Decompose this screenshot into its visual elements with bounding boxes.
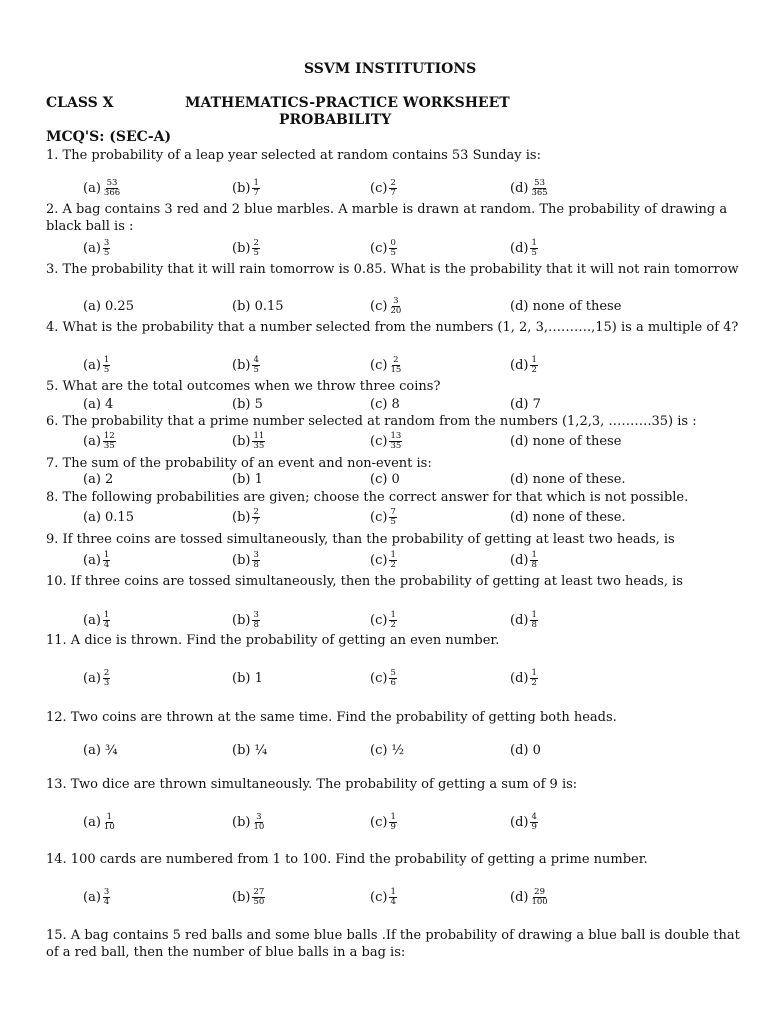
fraction-denominator: 15	[390, 364, 402, 375]
fraction-denominator: 5	[390, 516, 396, 527]
option-b	[232, 813, 265, 831]
fraction-numerator: 1	[531, 549, 537, 560]
option-a	[83, 813, 116, 831]
option-label: (c) ½	[370, 742, 405, 758]
fraction-numerator: 1	[106, 811, 113, 822]
fraction-numerator: 0	[390, 237, 396, 248]
option-label: (a) 4	[83, 396, 114, 412]
question-text: 7. The sum of the probability of an event and non-event is:	[46, 456, 432, 471]
option-a	[83, 741, 118, 759]
fraction	[103, 813, 116, 832]
fraction-denominator: 5	[253, 364, 259, 375]
fraction-numerator: 1	[103, 609, 110, 620]
option-c	[370, 813, 397, 831]
fraction	[530, 551, 537, 570]
option-label: (c)	[370, 889, 388, 905]
option-label: (b) ¼	[232, 742, 268, 758]
option-label: (a)	[83, 357, 101, 373]
option-c	[370, 356, 402, 374]
option-label: (d)	[510, 612, 529, 628]
option-a	[83, 470, 113, 488]
fraction	[389, 179, 396, 198]
fraction-numerator: 1	[390, 549, 396, 560]
fraction-numerator: 27	[253, 886, 265, 897]
fraction-denominator: 35	[390, 440, 402, 451]
fraction-denominator: 100	[531, 896, 548, 907]
fraction	[389, 508, 396, 527]
option-a	[83, 239, 110, 257]
option-label: (d) none of these.	[510, 471, 626, 487]
option-label: (c)	[370, 670, 388, 686]
option-b	[232, 888, 265, 906]
fraction-numerator: 1	[531, 609, 537, 620]
fraction-denominator: 2	[531, 364, 537, 375]
fraction-denominator: 366	[103, 187, 121, 198]
fraction-numerator: 3	[256, 811, 262, 822]
fraction-denominator: 5	[390, 247, 396, 258]
fraction	[103, 356, 110, 375]
fraction	[252, 356, 259, 375]
fraction	[389, 669, 396, 688]
option-label: (b) 5	[232, 396, 263, 412]
fraction-denominator: 35	[253, 440, 265, 451]
fraction-numerator: 3	[393, 295, 399, 306]
option-label: (d) none of these	[510, 433, 622, 449]
fraction	[252, 239, 259, 258]
fraction-numerator: 1	[390, 609, 396, 620]
option-c	[370, 611, 397, 629]
fraction-denominator: 7	[253, 516, 259, 527]
fraction	[252, 432, 265, 451]
option-label: (b)	[232, 509, 251, 525]
fraction-denominator: 8	[531, 559, 537, 570]
fraction	[252, 611, 259, 630]
fraction	[389, 551, 396, 570]
fraction-numerator: 4	[531, 811, 537, 822]
option-label: (d)	[510, 814, 529, 830]
fraction-numerator: 1	[103, 354, 110, 365]
fraction-denominator: 3	[103, 677, 110, 688]
fraction-denominator: 2	[390, 619, 396, 630]
option-label: (d)	[510, 357, 529, 373]
option-label: (d)	[510, 670, 529, 686]
option-d	[510, 470, 626, 488]
option-a	[83, 669, 110, 687]
fraction	[530, 179, 548, 198]
option-label: (d)	[510, 552, 529, 568]
fraction-numerator: 3	[253, 609, 259, 620]
option-label: (a)	[83, 433, 101, 449]
option-a	[83, 432, 116, 450]
option-label: (c)	[370, 357, 388, 373]
fraction-denominator: 365	[531, 187, 548, 198]
fraction-denominator: 10	[253, 821, 265, 832]
fraction-denominator: 8	[531, 619, 537, 630]
option-label: (d)	[510, 889, 529, 905]
fraction-denominator: 4	[390, 896, 396, 907]
option-label: (b) 0.15	[232, 298, 284, 314]
option-label: (a)	[83, 612, 101, 628]
option-b	[232, 551, 260, 569]
fraction	[389, 356, 402, 375]
option-label: (a)	[83, 240, 101, 256]
fraction-denominator: 35	[103, 440, 115, 451]
option-a	[83, 179, 121, 197]
fraction	[103, 669, 110, 688]
option-b	[232, 239, 260, 257]
option-d	[510, 508, 626, 526]
option-b	[232, 356, 260, 374]
option-c	[370, 432, 402, 450]
option-a	[83, 611, 110, 629]
option-c	[370, 179, 397, 197]
fraction-denominator: 9	[390, 821, 396, 832]
option-b	[232, 741, 267, 759]
option-label: (c)	[370, 612, 388, 628]
option-a	[83, 888, 110, 906]
option-d	[510, 741, 541, 759]
option-d	[510, 551, 538, 569]
option-label: (a)	[83, 889, 101, 905]
option-label: (b) 1	[232, 471, 263, 487]
option-label: (b)	[232, 180, 251, 196]
option-label: (b)	[232, 612, 251, 628]
option-b	[232, 611, 260, 629]
fraction-numerator: 1	[531, 354, 537, 365]
option-d	[510, 297, 621, 315]
fraction-denominator: 5	[103, 364, 110, 375]
fraction	[252, 888, 265, 907]
fraction-denominator: 5	[253, 247, 259, 258]
question-text: 11. A dice is thrown. Find the probability of getting an even number.	[46, 633, 500, 648]
option-c	[370, 508, 397, 526]
option-label: (d)	[510, 240, 529, 256]
option-d	[510, 432, 621, 450]
fraction	[389, 611, 396, 630]
question-text: 4. What is the probability that a number selected from the numbers (1, 2, 3,……….,15) is a multiple of 4?	[46, 320, 739, 335]
option-label: (b)	[232, 433, 251, 449]
fraction-numerator: 1	[531, 667, 537, 678]
option-c	[370, 741, 404, 759]
fraction-denominator: 7	[390, 187, 396, 198]
option-label: (a)	[83, 814, 101, 830]
question-text: 1. The probability of a leap year selected at random contains 53 Sunday is:	[46, 148, 541, 163]
fraction-numerator: 2	[103, 667, 110, 678]
option-b	[232, 297, 284, 315]
option-c	[370, 395, 400, 413]
option-label: (c)	[370, 433, 388, 449]
option-a	[83, 395, 113, 413]
fraction	[530, 611, 537, 630]
question-text: 5. What are the total outcomes when we throw three coins?	[46, 379, 441, 394]
option-b	[232, 508, 260, 526]
fraction-numerator: 1	[531, 237, 537, 248]
topic-title: PROBABILITY	[279, 112, 392, 128]
option-a	[83, 356, 110, 374]
fraction-denominator: 20	[390, 305, 402, 316]
institution-title: SSVM INSTITUTIONS	[304, 61, 477, 77]
option-c	[370, 888, 397, 906]
fraction	[389, 813, 396, 832]
option-d	[510, 813, 538, 831]
fraction-denominator: 8	[253, 559, 259, 570]
fraction-numerator: 29	[534, 886, 545, 897]
question-text: 8. The following probabilities are given; choose the correct answer for that which is not possible.	[46, 490, 689, 505]
fraction-numerator: 4	[253, 354, 259, 365]
option-label: (a) 0.15	[83, 509, 134, 525]
option-c	[370, 470, 400, 488]
class-label: CLASS X	[46, 95, 114, 111]
option-d	[510, 356, 538, 374]
question-text: 13. Two dice are thrown simultaneously. The probability of getting a sum of 9 is:	[46, 777, 578, 792]
option-label: (c) 8	[370, 396, 400, 412]
fraction-numerator: 3	[103, 237, 110, 248]
fraction-denominator: 5	[103, 247, 110, 258]
option-c	[370, 297, 402, 315]
fraction-denominator: 9	[531, 821, 537, 832]
fraction	[252, 508, 259, 527]
fraction-numerator: 3	[253, 549, 259, 560]
fraction	[103, 432, 116, 451]
option-label: (a)	[83, 552, 101, 568]
fraction-numerator: 53	[106, 177, 118, 188]
fraction-numerator: 1	[390, 811, 396, 822]
fraction	[530, 239, 537, 258]
option-label: (c)	[370, 298, 388, 314]
option-label: (a) ¾	[83, 742, 118, 758]
option-label: (c)	[370, 814, 388, 830]
fraction	[530, 813, 537, 832]
fraction-numerator: 53	[534, 177, 545, 188]
fraction	[530, 669, 537, 688]
option-d	[510, 239, 538, 257]
option-label: (b)	[232, 889, 251, 905]
section-title: MCQ'S: (SEC-A)	[46, 129, 172, 145]
fraction-denominator: 10	[103, 821, 115, 832]
option-c	[370, 551, 397, 569]
fraction-numerator: 3	[103, 886, 110, 897]
option-label: (d) none of these	[510, 298, 622, 314]
option-label: (a) 0.25	[83, 298, 134, 314]
option-c	[370, 239, 397, 257]
fraction-numerator: 1	[103, 549, 110, 560]
fraction	[252, 179, 259, 198]
fraction-numerator: 13	[390, 430, 402, 441]
fraction-numerator: 2	[253, 237, 259, 248]
fraction-denominator: 7	[253, 187, 259, 198]
question-text: 15. A bag contains 5 red balls and some blue balls .If the probability of drawing a blue ball is double that of a red ball, then the number of blue balls in a bag is:	[46, 928, 740, 960]
option-label: (c) 0	[370, 471, 400, 487]
fraction-numerator: 5	[390, 667, 396, 678]
fraction-numerator: 11	[253, 430, 265, 441]
worksheet-title: MATHEMATICS-PRACTICE WORKSHEET	[185, 95, 510, 111]
option-b	[232, 669, 263, 687]
fraction-denominator: 4	[103, 619, 110, 630]
option-label: (a) 2	[83, 471, 114, 487]
fraction-denominator: 2	[390, 559, 396, 570]
question-text: 10. If three coins are tossed simultaneously, then the probability of getting at least two heads, is	[46, 574, 683, 589]
option-label: (d)	[510, 180, 529, 196]
option-d	[510, 395, 541, 413]
option-d	[510, 669, 538, 687]
fraction	[389, 239, 396, 258]
fraction	[389, 432, 402, 451]
fraction-denominator: 4	[103, 559, 110, 570]
option-a	[83, 551, 110, 569]
fraction-numerator: 2	[393, 354, 399, 365]
option-d	[510, 611, 538, 629]
fraction-numerator: 2	[390, 177, 396, 188]
fraction	[103, 611, 110, 630]
question-text: 3. The probability that it will rain tomorrow is 0.85. What is the probability that it will not rain tomorrow	[46, 262, 739, 277]
option-label: (b)	[232, 814, 251, 830]
question-text: 14. 100 cards are numbered from 1 to 100. Find the probability of getting a prime number.	[46, 852, 648, 867]
question-text: 9. If three coins are tossed simultaneously, than the probability of getting at least two heads, is	[46, 532, 675, 547]
option-c	[370, 669, 397, 687]
option-d	[510, 179, 549, 197]
fraction	[252, 551, 259, 570]
option-label: (c)	[370, 509, 388, 525]
option-label: (c)	[370, 552, 388, 568]
option-label: (b) 1	[232, 670, 263, 686]
fraction-denominator: 8	[253, 619, 259, 630]
fraction-numerator: 1	[253, 177, 259, 188]
option-label: (a)	[83, 670, 101, 686]
option-label: (a)	[83, 180, 101, 196]
fraction	[389, 888, 396, 907]
fraction-numerator: 2	[253, 506, 259, 517]
fraction	[252, 813, 265, 832]
option-label: (b)	[232, 240, 251, 256]
option-b	[232, 470, 263, 488]
option-a	[83, 297, 134, 315]
fraction	[103, 551, 110, 570]
fraction-numerator: 1	[390, 886, 396, 897]
option-label: (b)	[232, 357, 251, 373]
fraction-denominator: 6	[390, 677, 396, 688]
fraction-numerator: 7	[390, 506, 396, 517]
fraction	[103, 239, 110, 258]
option-label: (d) 0	[510, 742, 541, 758]
fraction	[389, 297, 402, 316]
option-label: (d) none of these.	[510, 509, 626, 525]
fraction	[530, 888, 548, 907]
option-b	[232, 432, 265, 450]
fraction-denominator: 4	[103, 896, 110, 907]
option-b	[232, 395, 263, 413]
fraction-denominator: 2	[531, 677, 537, 688]
fraction-denominator: 50	[253, 896, 265, 907]
option-label: (d) 7	[510, 396, 541, 412]
fraction	[103, 888, 110, 907]
question-text: 2. A bag contains 3 red and 2 blue marbles. A marble is drawn at random. The probability of drawing a black ball is :	[46, 202, 728, 234]
option-d	[510, 888, 549, 906]
question-text: 12. Two coins are thrown at the same time. Find the probability of getting both heads.	[46, 710, 617, 725]
question-text: 6. The probability that a prime number selected at random from the numbers (1,2,3, ……….35) is :	[46, 414, 697, 429]
option-label: (b)	[232, 552, 251, 568]
fraction	[103, 179, 121, 198]
fraction	[530, 356, 537, 375]
fraction-denominator: 5	[531, 247, 537, 258]
option-label: (c)	[370, 180, 388, 196]
fraction-numerator: 12	[103, 430, 115, 441]
option-b	[232, 179, 260, 197]
option-a	[83, 508, 134, 526]
option-label: (c)	[370, 240, 388, 256]
